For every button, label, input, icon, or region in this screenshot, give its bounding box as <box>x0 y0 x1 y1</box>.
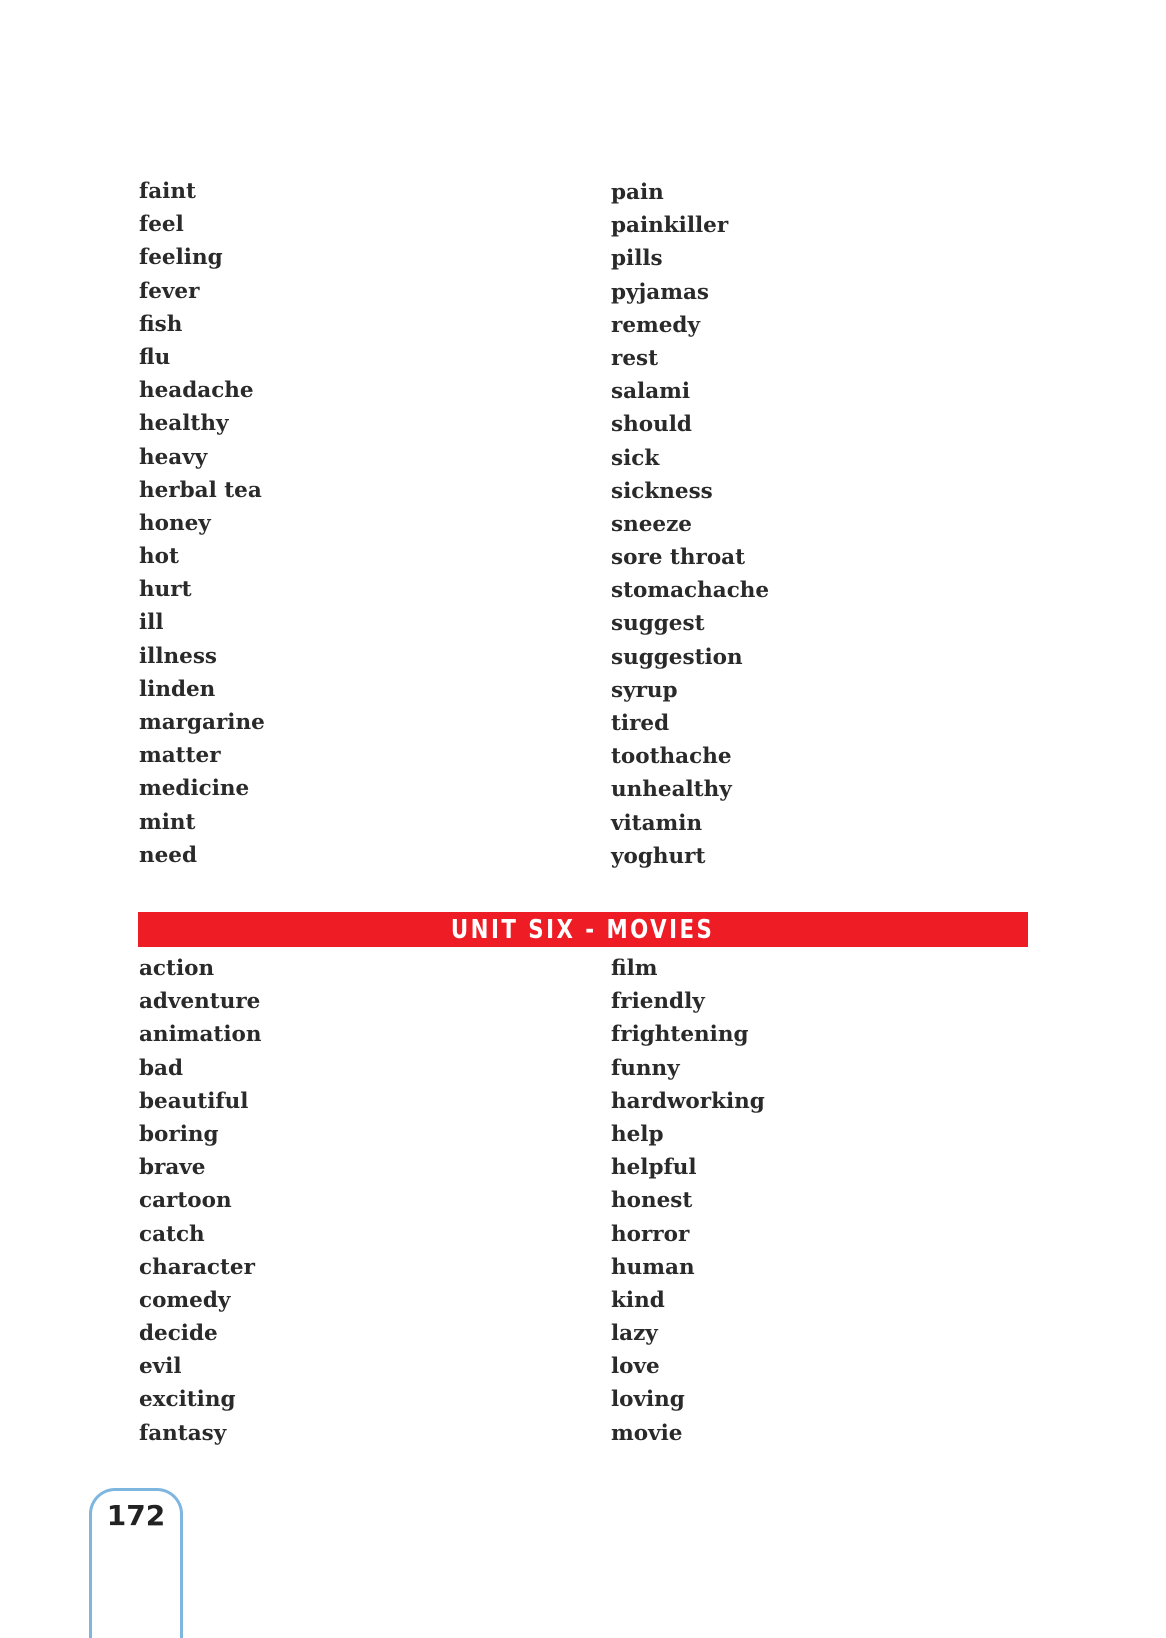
vocabulary-word: horror <box>611 1221 690 1247</box>
vocabulary-word: help <box>611 1121 664 1147</box>
vocabulary-word: comedy <box>139 1287 231 1313</box>
vocabulary-word: friendly <box>611 989 705 1015</box>
vocabulary-word: matter <box>139 743 221 769</box>
unit-banner <box>138 912 1028 947</box>
vocabulary-word: sore throat <box>611 545 746 571</box>
vocabulary-word: kind <box>611 1287 665 1313</box>
vocabulary-word: ill <box>139 610 164 636</box>
unit-title: UNIT SIX - MOVIES <box>451 914 715 945</box>
vocabulary-word: beautiful <box>139 1088 249 1114</box>
vocabulary-word: adventure <box>139 989 261 1015</box>
vocabulary-word: suggest <box>611 611 705 637</box>
vocabulary-word: helpful <box>611 1155 697 1181</box>
vocabulary-word: pain <box>611 180 664 205</box>
word-list-unit-six-left <box>139 952 261 1450</box>
vocabulary-word: medicine <box>139 776 250 802</box>
word-list-top-left <box>139 175 265 872</box>
vocabulary-word: catch <box>139 1221 205 1247</box>
word-list-top-right <box>611 176 769 873</box>
vocabulary-word: herbal tea <box>139 477 262 503</box>
page-number-tab <box>89 1488 183 1638</box>
page-number: 172 <box>106 1499 166 1532</box>
vocabulary-word: faint <box>139 179 196 204</box>
vocabulary-word: syrup <box>611 677 678 703</box>
vocabulary-word: remedy <box>611 312 700 338</box>
vocabulary-word: margarine <box>139 710 265 735</box>
vocabulary-word: should <box>611 412 692 438</box>
vocabulary-word: human <box>611 1254 695 1280</box>
word-list-unit-six-right <box>611 952 765 1450</box>
vocabulary-word: action <box>139 956 215 981</box>
vocabulary-word: fish <box>139 311 183 337</box>
vocabulary-word: pills <box>611 246 663 272</box>
vocabulary-word: character <box>139 1254 255 1280</box>
vocabulary-word: painkiller <box>611 213 729 239</box>
vocabulary-word: salami <box>611 379 691 405</box>
vocabulary-word: animation <box>139 1022 262 1048</box>
vocabulary-word: yoghurt <box>611 843 706 869</box>
vocabulary-word: frightening <box>611 1022 749 1048</box>
vocabulary-word: cartoon <box>139 1188 232 1214</box>
vocabulary-word: toothache <box>611 744 732 770</box>
vocabulary-word: exciting <box>139 1387 236 1413</box>
vocabulary-word: headache <box>139 378 254 404</box>
vocabulary-word: fever <box>139 278 200 304</box>
vocabulary-word: vitamin <box>611 810 703 836</box>
vocabulary-word: loving <box>611 1387 685 1413</box>
vocabulary-word: stomachache <box>611 578 770 604</box>
vocabulary-word: feel <box>139 212 184 238</box>
vocabulary-word: feeling <box>139 245 223 271</box>
vocabulary-word: rest <box>611 345 659 371</box>
vocabulary-word: brave <box>139 1155 206 1181</box>
vocabulary-word: film <box>611 956 658 981</box>
vocabulary-word: unhealthy <box>611 777 732 803</box>
vocabulary-word: hurt <box>139 577 192 603</box>
vocabulary-word: illness <box>139 643 218 669</box>
vocabulary-word: sickness <box>611 478 713 504</box>
vocabulary-word: funny <box>611 1055 680 1081</box>
vocabulary-word: tired <box>611 711 670 736</box>
vocabulary-word: pyjamas <box>611 279 710 305</box>
vocabulary-word: honey <box>139 510 211 536</box>
vocabulary-word: sick <box>611 445 660 471</box>
vocabulary-word: heavy <box>139 444 208 470</box>
vocabulary-word: love <box>611 1354 660 1380</box>
vocabulary-word: fantasy <box>139 1420 227 1446</box>
vocabulary-word: healthy <box>139 411 229 437</box>
vocabulary-word: need <box>139 842 198 868</box>
vocabulary-word: evil <box>139 1354 182 1380</box>
vocabulary-word: hot <box>139 544 179 570</box>
vocabulary-word: sneeze <box>611 511 692 537</box>
vocabulary-word: suggestion <box>611 644 743 670</box>
vocabulary-word: honest <box>611 1188 693 1214</box>
vocabulary-word: decide <box>139 1321 218 1347</box>
vocabulary-word: movie <box>611 1420 683 1446</box>
vocabulary-word: lazy <box>611 1321 658 1347</box>
vocabulary-word: hardworking <box>611 1088 765 1114</box>
vocabulary-word: boring <box>139 1121 219 1147</box>
vocabulary-word: flu <box>139 344 171 370</box>
vocabulary-word: bad <box>139 1055 183 1081</box>
vocabulary-word: linden <box>139 676 216 702</box>
vocabulary-word: mint <box>139 809 196 835</box>
